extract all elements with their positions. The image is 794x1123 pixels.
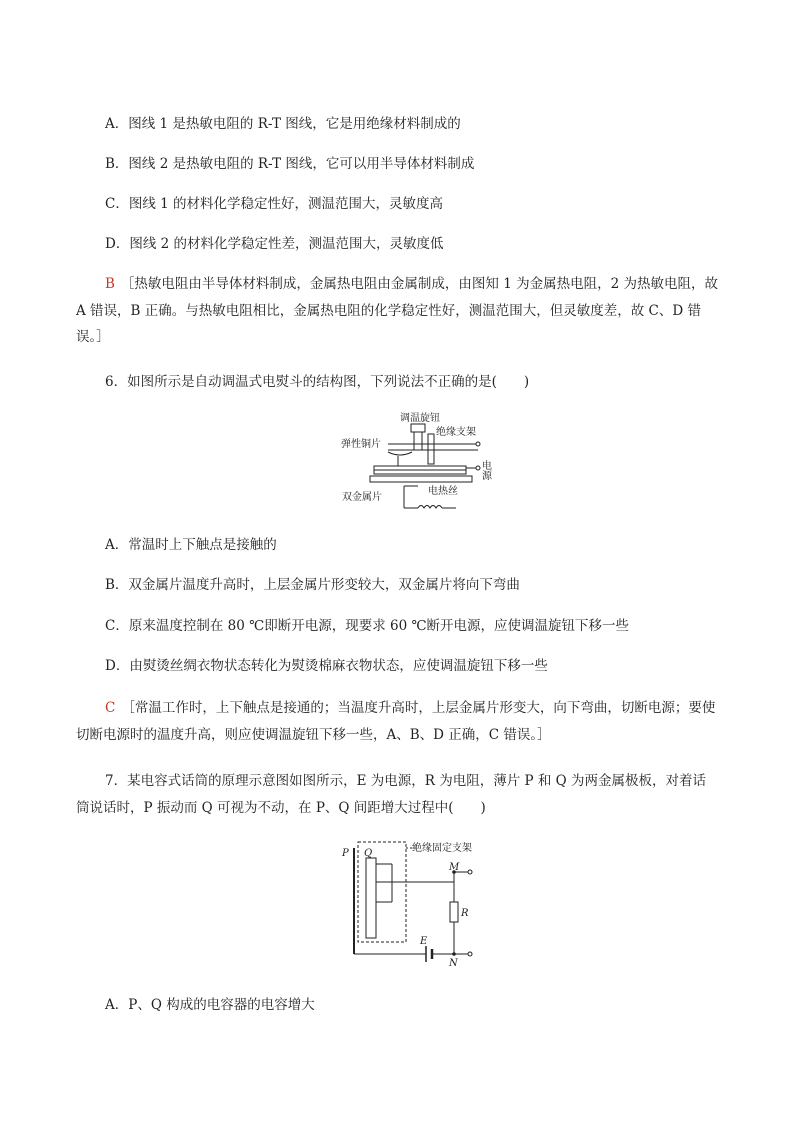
label-n: N — [449, 958, 458, 968]
label-support: 绝缘支架 — [436, 427, 476, 438]
label-m: M — [449, 862, 460, 873]
label-p: P — [342, 848, 349, 859]
label-power: 电源 — [479, 460, 491, 480]
label-q: Q — [364, 848, 373, 859]
label-knob: 调温旋钮 — [400, 413, 440, 424]
node-n — [452, 952, 456, 956]
terminal-n — [468, 952, 472, 956]
q5-option-a: A．图线 1 是热敏电阻的 R-T 图线，它是用绝缘材料制成的 — [105, 116, 461, 132]
label-e: E — [420, 936, 428, 947]
q5-option-d: D．图线 2 的材料化学稳定性差，测温范围大，灵敏度低 — [105, 236, 444, 252]
q7-option-a: A．P、Q 构成的电容器的电容增大 — [105, 997, 315, 1013]
q5-option-c: C．图线 1 的材料化学稳定性好，测温范围大，灵敏度高 — [105, 196, 444, 212]
q6-option-a: A．常温时上下触点是接触的 — [105, 537, 277, 553]
support-post — [428, 434, 434, 464]
resistor-r — [450, 902, 458, 922]
q6-answer-text: ［常温工作时，上下触点是接通的；当温度升高时，上层金属片形变大，向下弯曲，切断电源；要使切断电源时的温度升高，则应使调温旋钮下移一些，A、B、D 正确，C 错误。］ — [76, 700, 716, 743]
q6-option-b: B．双金属片温度升高时，上层金属片形变较大，双金属片将向下弯曲 — [105, 577, 520, 593]
label-heater: 电热丝 — [428, 486, 458, 497]
label-support: 绝缘固定支架 — [412, 843, 472, 854]
plate-q — [366, 858, 376, 938]
q7-stem: 7．某电容式话筒的原理示意图如图所示，E 为电源，R 为电阻，薄片 P 和 Q 为两金属极板，对着话筒说话时，P 振动而 Q 可视为不动，在 P、Q 间距增大过程中( ) — [76, 773, 707, 816]
q6-option-c: C．原来温度控制在 80 ℃即断开电源，现要求 60 ℃断开电源，应使调温旋钮下移一些 — [105, 618, 630, 634]
bimetal-upper — [374, 466, 466, 470]
label-copper: 弹性铜片 — [341, 439, 381, 450]
q5-option-b: B．图线 2 是热敏电阻的 R-T 图线，它可以用半导体材料制成 — [105, 156, 475, 172]
heater-coil — [418, 506, 442, 509]
q5-answer-letter: B — [105, 276, 115, 292]
iron-base — [370, 476, 472, 482]
q6-stem: 6．如图所示是自动调温式电熨斗的结构图，下列说法不正确的是( ) — [105, 374, 530, 390]
q6-answer — [76, 695, 718, 748]
label-r: R — [461, 908, 469, 919]
copper-strip — [388, 452, 412, 455]
knob-shape — [411, 424, 425, 432]
q5-answer — [76, 271, 718, 351]
q6-option-d: D．由熨烫丝绸衣物状态转化为熨烫棉麻衣物状态，应使调温旋钮下移一些 — [105, 658, 548, 674]
label-bimetal: 双金属片 — [342, 492, 382, 503]
q6-answer-letter: C — [105, 700, 116, 716]
bimetal-lower — [374, 470, 466, 474]
q5-answer-text: ［热敏电阻由半导体材料制成，金属热电阻由金属制成，由图知 1 为金属热电阻，2 为热敏电阻，故 A 错误，B 正确。与热敏电阻相比，金属热电阻的化学稳定性好，测温范围大，但灵敏度差，故 C、D 错误。］ — [76, 276, 718, 345]
terminal-m — [468, 870, 472, 874]
iron-figure — [338, 410, 498, 522]
terminal-top — [476, 442, 480, 446]
microphone-figure — [338, 838, 488, 968]
